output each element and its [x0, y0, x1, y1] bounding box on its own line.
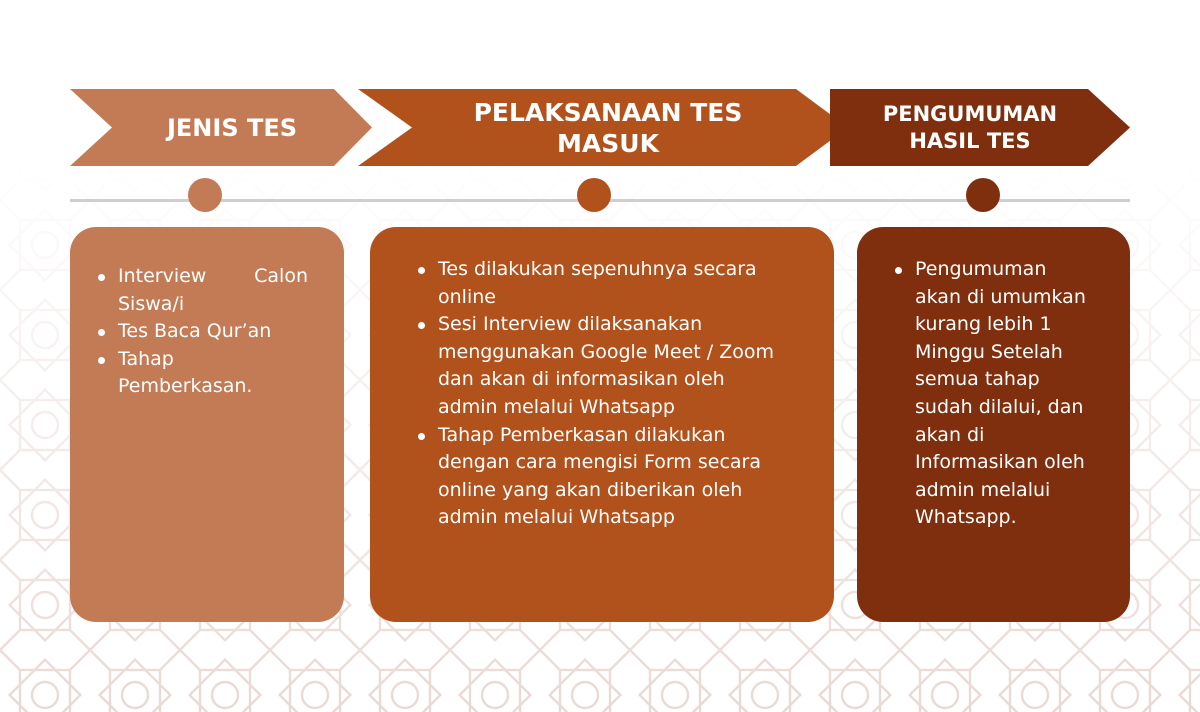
step-1-list — [96, 263, 308, 401]
list-item: Tes Baca Qur’an — [96, 318, 308, 346]
step-3-chevron — [830, 89, 1130, 166]
list-item: Sesi Interview dilaksanakan menggunakan Google Meet / Zoom dan akan di informasikan oleh admin melalui Whatsapp — [416, 311, 778, 421]
timeline-dot-3 — [966, 178, 1000, 212]
step-3-list — [893, 256, 1090, 532]
list-item: Tes dilakukan sepenuhnya secara online — [416, 256, 778, 311]
step-3-card — [857, 227, 1130, 622]
step-2-chevron — [358, 89, 848, 166]
step-1-card — [70, 227, 344, 622]
step-2-list — [416, 256, 778, 532]
list-item: Pengumuman akan di umumkan kurang lebih 1 Minggu Setelah semua tahap sudah dilalui, dan akan di Informasikan oleh admin melalui Whatsapp. — [893, 256, 1090, 532]
step-2-card — [370, 227, 834, 622]
list-item: Tahap Pemberkasan. — [96, 346, 308, 401]
list-item: Tahap Pemberkasan dilakukan dengan cara mengisi Form secara online yang akan diberikan oleh admin melalui Whatsapp — [416, 422, 778, 532]
step-3-title: PENGUMUMAN HASIL TES — [882, 101, 1058, 153]
timeline-dot-1 — [188, 178, 222, 212]
step-1-chevron — [70, 89, 372, 166]
step-2-title: PELAKSANAAN TES MASUK — [473, 97, 743, 158]
list-item: Interview Calon Siswa/i — [96, 263, 308, 318]
step-1-title: JENIS TES — [166, 113, 298, 142]
timeline-dot-2 — [577, 178, 611, 212]
